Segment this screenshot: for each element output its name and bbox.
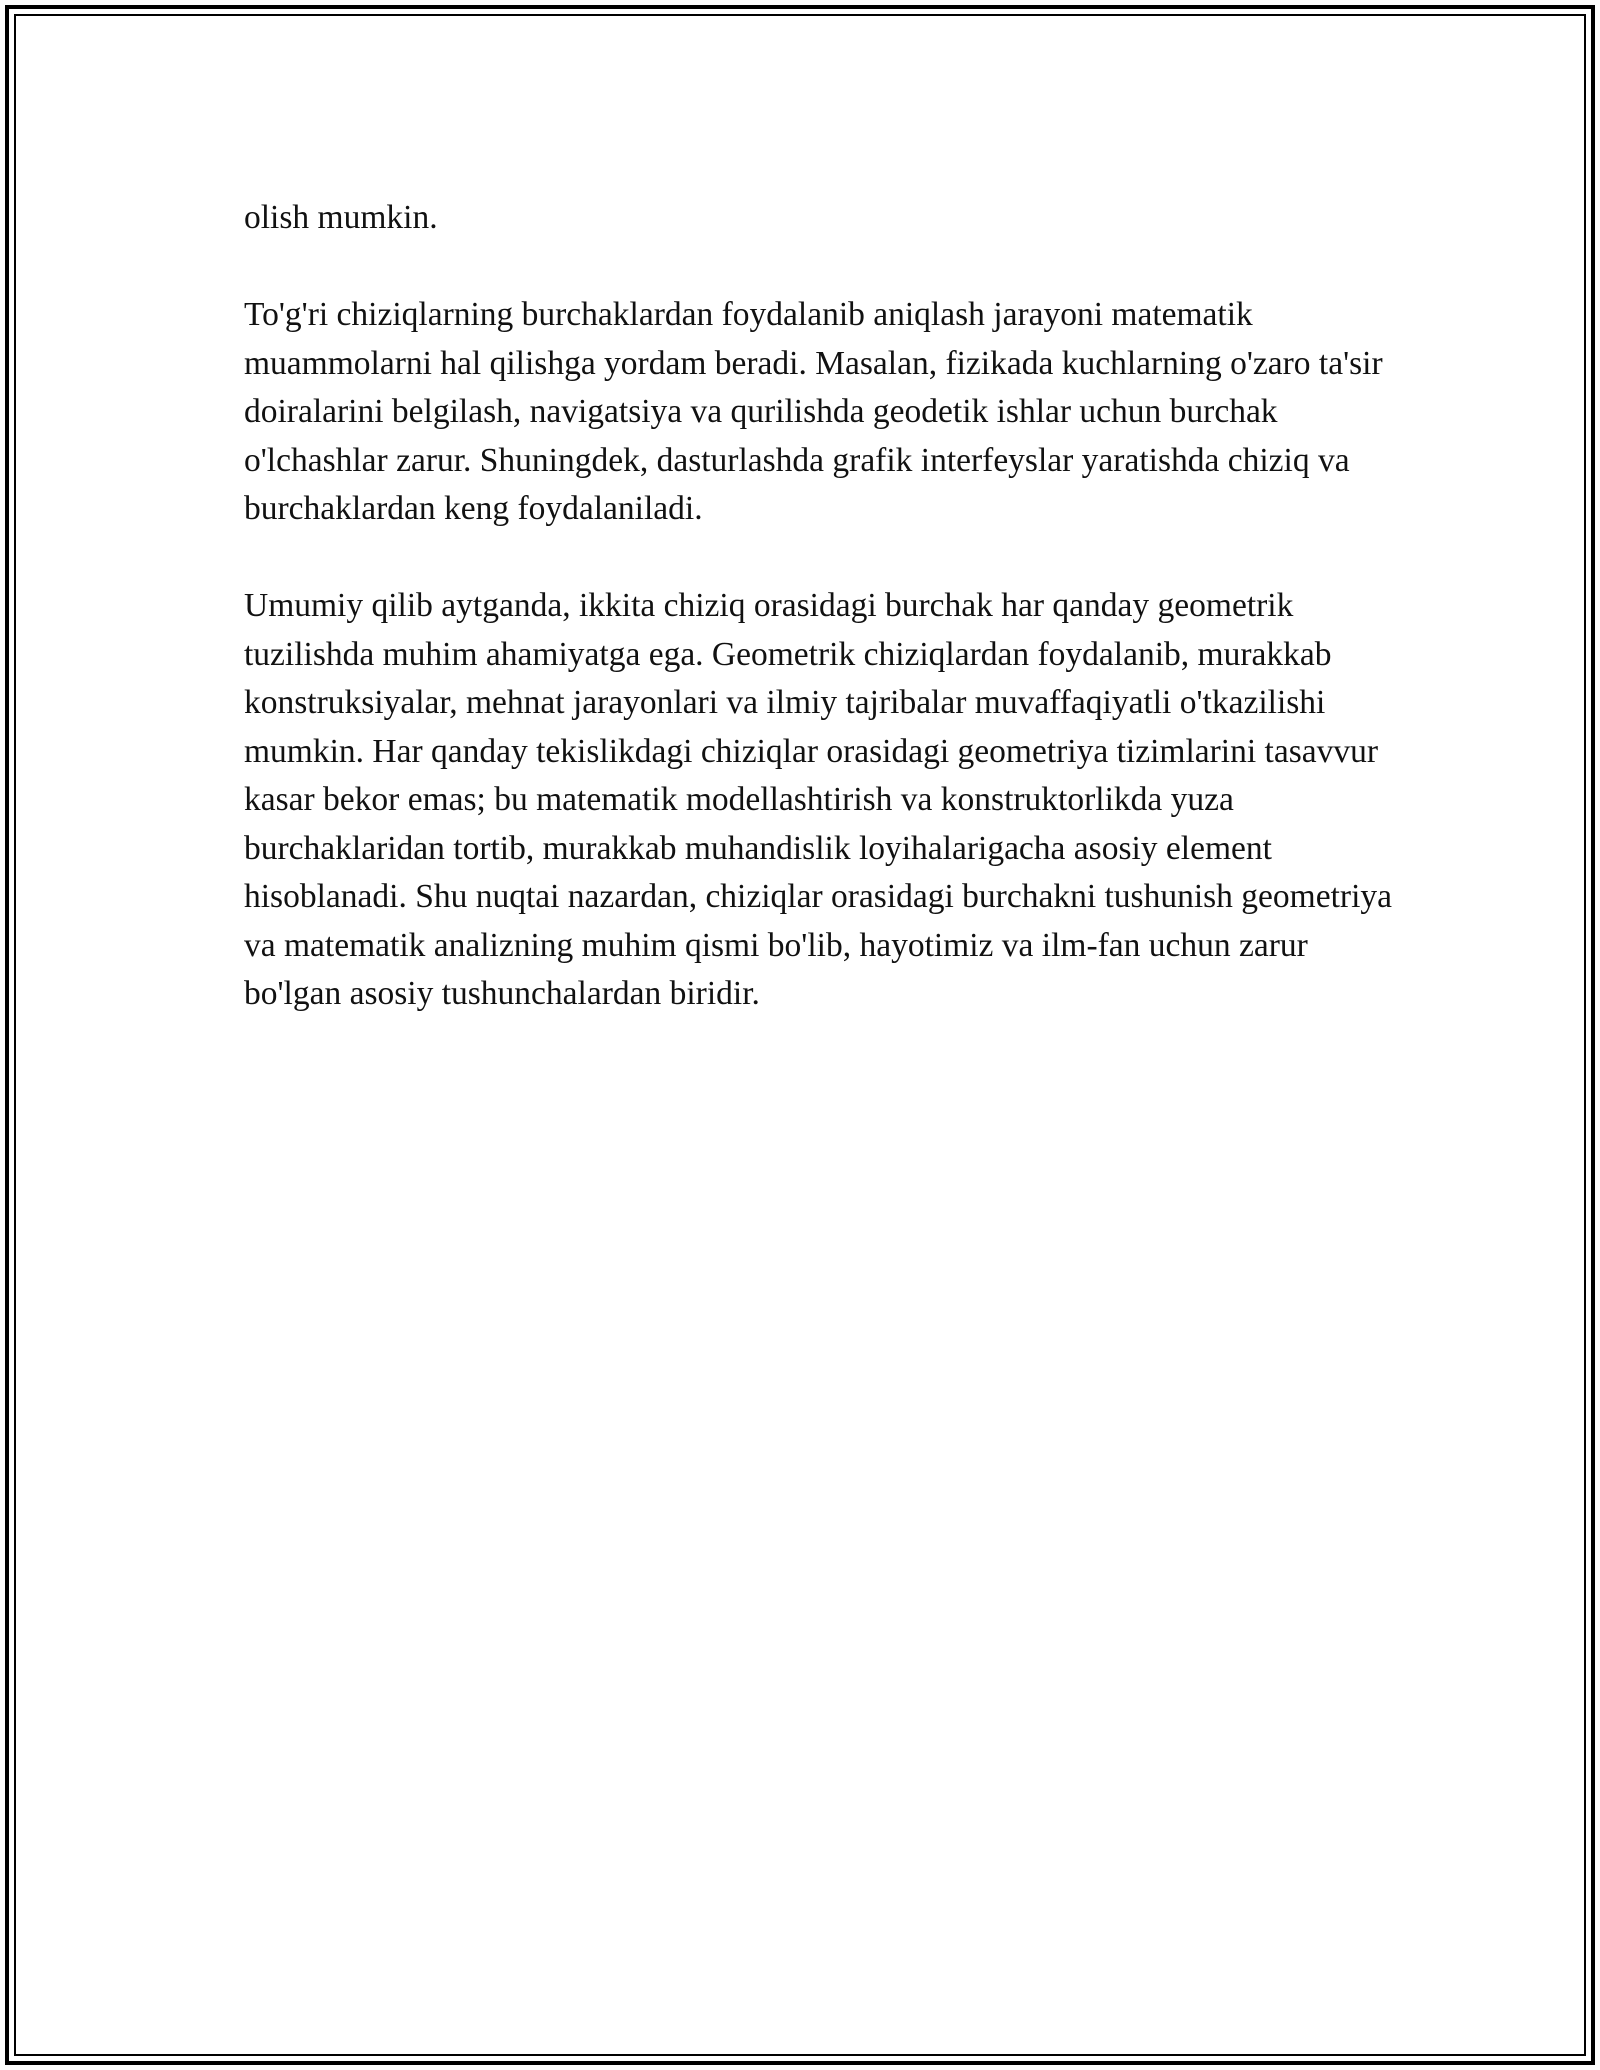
document-body <box>244 194 1404 1019</box>
paragraph-applications: To'g'ri chiziqlarning burchaklardan foydalanib aniqlash jarayoni matematik muammolarni hal qilishga yordam beradi. Masalan, fizikada kuchlarning o'zaro ta'sir doiralarini belgilash, navigatsiya va qurilishda geodetik ishlar uchun burchak o'lchashlar zarur. Shuningdek, dasturlashda grafik interfeyslar yaratishda chiziq va burchaklardan keng foydalaniladi. <box>244 296 1383 527</box>
paragraph-continuation: olish mumkin. <box>244 199 438 236</box>
page-border <box>5 5 1595 2065</box>
paragraph-conclusion: Umumiy qilib aytganda, ikkita chiziq orasidagi burchak har qanday geometrik tuzilishda muhim ahamiyatga ega. Geometrik chiziqlardan foydalanib, murakkab konstruksiyalar, mehnat jarayonlari va ilmiy tajribalar muvaffaqiyatli o'tkazilishi mumkin. Har qanday tekislikdagi chiziqlar orasidagi geometriya tizimlarini tasavvur kasar bekor emas; bu matematik modellashtirish va konstruktorlikda yuza burchaklaridan tortib, murakkab muhandislik loyihalarigacha asosiy element hisoblanadi. Shu nuqtai nazardan, chiziqlar orasidagi burchakni tushunish geometriya va matematik analizning muhim qismi bo'lib, hayotimiz va ilm-fan uchun zarur bo'lgan asosiy tushunchalardan biridir. <box>244 587 1392 1012</box>
